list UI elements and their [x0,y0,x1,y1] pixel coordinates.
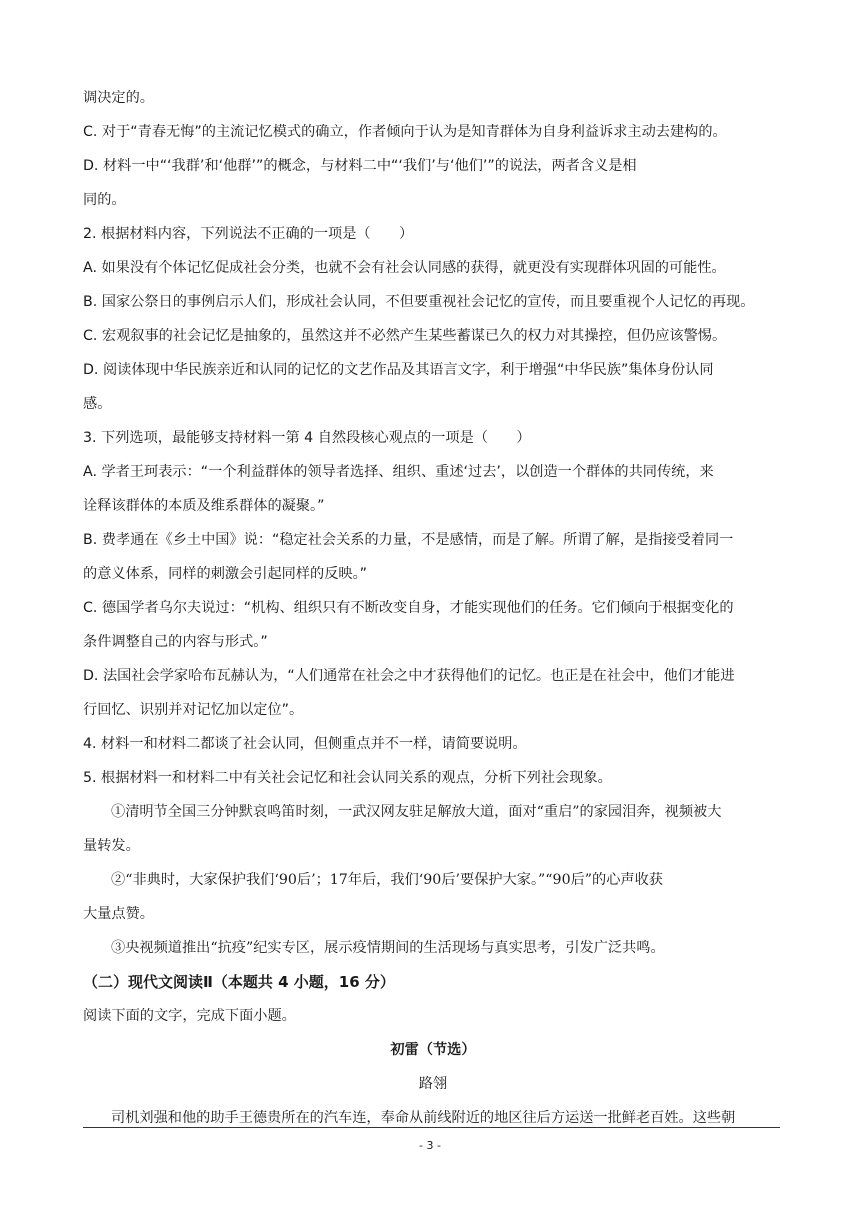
phenomenon-1: ①清明节全国三分钟默哀鸣笛时刻，一武汉网友驻足解放大道，面对“重启”的家园泪奔，视频被大 [111,804,722,820]
text-line: 条件调整自己的内容与形式。” [83,634,268,650]
text-line: 量转发。 [83,838,140,854]
instruction-line: 阅读下面的文字，完成下面小题。 [83,1008,296,1024]
phenomenon-3: ③央视频道推出“抗疫”纪实专区，展示疫情期间的生活现场与真实思考，引发广泛共鸣。 [111,940,665,956]
section-heading: （二）现代文阅读Ⅱ（本题共 4 小题，16 分） [83,973,395,991]
text-line: 大量点赞。 [83,906,154,922]
option-a-line: A. 如果没有个体记忆促成社会分类，也就不会有社会认同感的获得，就更没有实现群体巩固的可能性。 [83,260,726,276]
option-c-line: C. 德国学者乌尔夫说过：“机构、组织只有不断改变自身，才能实现他们的任务。它们倾向于根据变化的 [83,600,734,616]
option-a-line: A. 学者王珂表示：“一个利益群体的领导者选择、组织、重述‘过去’，以创造一个群体的共同传统，来 [83,464,714,480]
option-b-line: B. 费孝通在《乡土中国》说：“稳定社会关系的力量，不是感情，而是了解。所谓了解，是指接受着同一 [83,532,734,548]
question-5: 5. 根据材料一和材料二中有关社会记忆和社会认同关系的观点，分析下列社会现象。 [83,770,612,786]
article-paragraph: 司机刘强和他的助手王德贵所在的汽车连，奉命从前线附近的地区往后方运送一批鲜老百姓。这些朝 [111,1110,736,1126]
text-line: 行回忆、识别并对记忆加以定位”。 [83,702,304,718]
text-line: 同的。 [83,192,126,208]
text-line: 诠释该群体的本质及维系群体的凝聚。” [83,498,325,514]
option-d-line: D. 材料一中“‘我群’和‘他群’”的概念，与材料二中“‘我们’与‘他们’”的说法，两者含义是相 [83,158,637,174]
option-b-line: B. 国家公祭日的事例启示人们，形成社会认同，不但要重视社会记忆的宣传，而且要重视个人记忆的再现。 [83,294,755,310]
option-c-line: C. 宏观叙事的社会记忆是抽象的，虽然这并不必然产生某些蓄谋已久的权力对其操控，但仍应该警惕。 [83,328,727,344]
text-line: 感。 [83,396,112,412]
question-3: 3. 下列选项，最能够支持材料一第 4 自然段核心观点的一项是（ ） [83,430,531,446]
text-line: 调决定的。 [83,90,154,106]
page-content [83,88,783,1142]
article-title: 初雷（节选） [390,1042,476,1058]
option-d-line: D. 阅读体现中华民族亲近和认同的记忆的文艺作品及其语言文字，利于增强“中华民族”集体身份认同 [83,362,714,378]
option-d-line: D. 法国社会学家哈布瓦赫认为，“人们通常在社会之中才获得他们的记忆。也正是在社会中，他们才能进 [83,668,735,684]
phenomenon-2: ②“非典时，大家保护我们‘90后’；17年后，我们‘90后’要保护大家。”“90后”的心声收获 [111,872,663,888]
text-line: 的意义体系，同样的刺激会引起同样的反映。” [83,566,368,582]
footer-divider [83,1127,780,1128]
question-2: 2. 根据材料内容，下列说法不正确的一项是（ ） [83,226,414,242]
page-number: - 3 - [419,1139,441,1152]
option-c-line: C. 对于“青春无悔”的主流记忆模式的确立，作者倾向于认为是知青群体为自身利益诉求主动去建构的。 [83,124,727,140]
question-4: 4. 材料一和材料二都谈了社会认同，但侧重点并不一样，请简要说明。 [83,736,527,752]
article-author: 路翎 [418,1076,448,1092]
